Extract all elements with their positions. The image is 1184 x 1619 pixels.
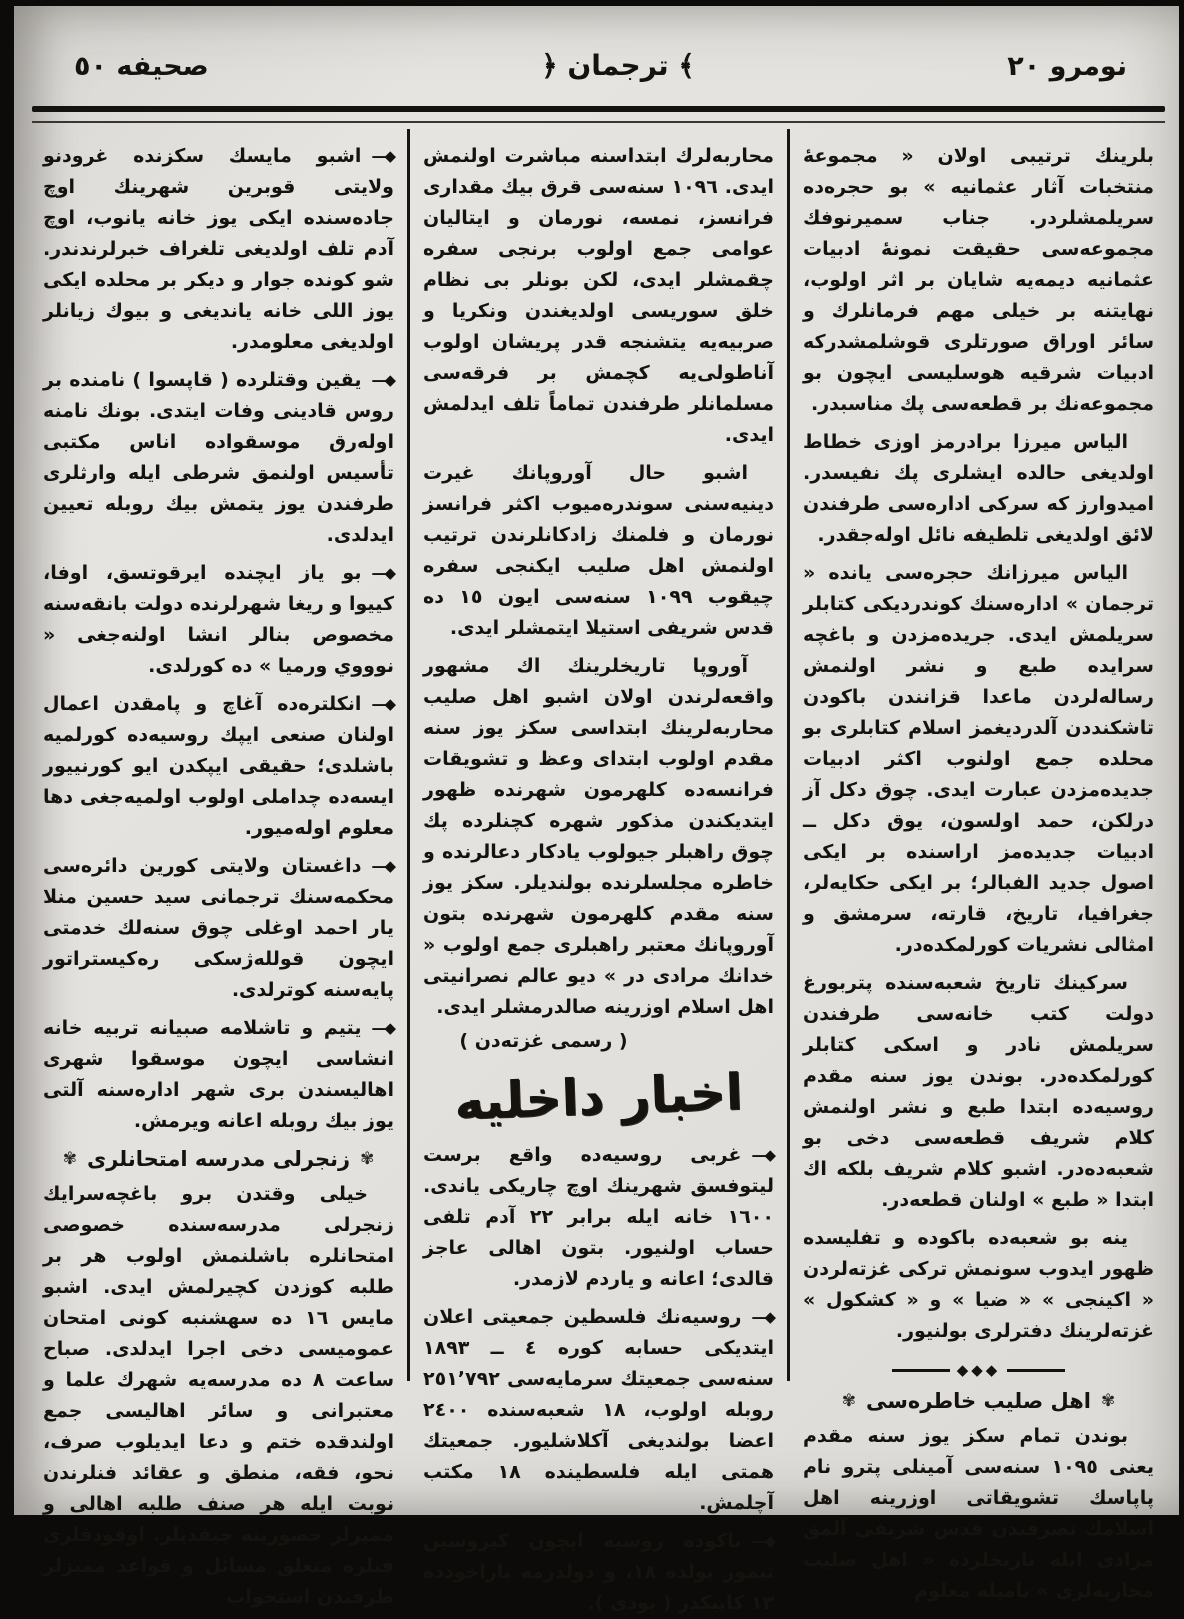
article-paragraph	[43, 1013, 394, 1137]
paragraph-text: محاربه‌لرك ابتداسنه مباشرت اولنمش ايدى. ١٠٩٦ سنه‌سى قرق بيك مقدارى فرانسز، نمسه، نورمان و ايتاليان عوامى جمع اولوب برنجى سفره چقمشلر ايدى، لكن بونلر بى نظام خلق سوريسى اولديغندن ونكريا و صربيه‌يه يتشنجه قدر پريشان اولوب آناطولى‌يه كچمش بر فرقه‌سى مسلمانلر طرفندن تماماً تلف ايدلمش ايدى.	[423, 145, 775, 446]
issue-number-label: نومرو ٢٠	[1007, 51, 1127, 82]
article-paragraph	[423, 458, 774, 644]
article-paragraph	[803, 558, 1154, 961]
paragraph-text: روسيه‌نك فلسطين جمعيتى اعلان ايتديكى حسابه كوره ٤ ــ ١٨٩٣ سنه‌سى جمعيتك سرمايه‌سى ٢٥١٬٧٩٢ روبله اولوب، ١٨ شعبه‌سنده ٢٤٠٠ اعضا بولنديغى آكلاشليور. جمعيتك همتى ايله فلسطينده ١٨ مكتب آچلمش.	[423, 1306, 775, 1514]
section-heading	[43, 1147, 394, 1171]
paragraph-text: خيلى وقتدن برو باغچه‌سرايك زنجرلى مدرسه‌سنده خصوصى امتحانلره باشلنمش اولوب هر بر طلبه كوزدن كچيرلمش ايدى. اشبو مايس ١٦ ده سهشنبه كونى امتحان عموميسى دخى اجرا ايدلدى. صباح ساعت ٨ ده مدرسه‌يه شهرك علما و معتبرانى و سائر اهاليسى جمع اولندقده ختم و دعا ايديلوب صرف، نحو، فقه، منطق و عقائد فنلرندن نوبت ايله هر صنف طلبه اهالى و مميزلر حضورينه چيقديلر. اوقودقلرى فنلره متعلق مسائل و قواعد مميزلر طرفندن استجواب	[43, 1183, 394, 1608]
newspaper-page	[14, 6, 1179, 1614]
flourish-icon: ✾	[841, 1391, 857, 1411]
paragraph-text: اشبو مايسك سكزنده غرودنو ولايتى قوبرين شهرينك اوچ جاده‌سنده ايكى يوز خانه يانوب، اوچ آدم تلف اولديغى تلغراف خبرلرندندر. شو كونده جوار و ديكر بر محلده ايكى يوز اللى خانه يانديغى و بيوك زيانلر اولديغى معلومدر.	[43, 145, 394, 353]
divider-line	[1007, 1369, 1065, 1372]
article-paragraph	[43, 689, 394, 844]
paragraph-text: بلرينك ترتيبى اولان « مجموعهٔ منتخبات آثار عثمانيه » بو حجره‌ده سريلمشلردر. جناب سميرنوفك مجموعه‌سى حقيقت نمونهٔ ادبيات عثمانيه ديمه‌يه شايان بر اثر اولوب، نهايتنه بر خيلى مهم فرمانلرك و سائر اوراق صورتلرى قوشلمشدركه ادبيات شرقيه هوسليسى ايچون بو مجموعه‌نك بر قطعه‌سى پك مناسبدر.	[803, 145, 1154, 415]
paragraph-text: يتيم و تاشلامه صبيانه تربيه خانه انشاسى ايچون موسقوا شهرى اهاليسندن برى شهر اداره‌سنه آلتى يوز بيك روبله اعانه ويرمش.	[43, 1017, 394, 1132]
paragraph-text: يقين وقتلرده ( قاپسوا ) نامنده بر روس قادينى وفات ايتدى. بونك نامنه اوله‌رق موسقواده اناس مكتبى تأسيس اولنمق شرطى ايله وارثلرى طرفندن يوز يتمش بيك روبله تعيين ايدلدى.	[43, 369, 394, 546]
item-bullet-icon: —◆	[371, 695, 394, 713]
flourish-icon: ✾	[1100, 1391, 1116, 1411]
item-bullet-icon: —◆	[751, 1308, 774, 1326]
article-paragraph	[43, 141, 394, 358]
paragraph-text: اشبو حال آوروپانك غيرت دينيه‌سنى سوندره‌ميوب اكثر فرانسز نورمان و فلمنك زادكانلرندن ترتيب اولنمش اهل صليب ايكنجى سفره چيقوب ١٠٩٩ سنه‌سى ايون ١٥ ده قدس شريفى استيلا ايتمشلر ايدى.	[423, 462, 774, 639]
item-bullet-icon: —◆	[371, 857, 394, 875]
paragraph-text: الياس ميرزا برادرمز اوزى خطاط اولديغى حالده ايشلرى پك نفيسدر. اميدوارز كه سركى اداره‌سى طرفندن لائق اولديغى تلطيفه نائل اوله‌جقدر.	[803, 431, 1154, 546]
paragraph-text: الياس ميرزانك حجره‌سى يانده « ترجمان » اداره‌سنك كوندرديكى كتابلر سريلمش ايدى. جريده‌مزدن و باغچه سرايده طبع و نشر اولنمش رساله‌لردن ماعدا قزانندن باكودن تاشكنددن آلدرديغمز اسلام كتابلرى بو محلده جمع اولنوب اكثر ادبيات جديده‌مزدن عبارت ايدى. چوق دكل آز درلكن، حمد اولسون، يوق دكل ــ ادبيات جديده‌مز اراسنده بر ايكى اصول جديد الفبالر؛ بر ايكى حكايه‌لر، جغرافيا، تاريخ، قارته، سرمشق و امثالى نشريات كورلمكده‌در.	[803, 562, 1154, 956]
column-layout	[30, 129, 1167, 1614]
section-heading-text: اهل صليب خاطره‌سى	[866, 1389, 1091, 1413]
article-paragraph	[43, 1179, 394, 1613]
article-paragraph	[43, 558, 394, 682]
article-paragraph	[423, 141, 774, 451]
paragraph-text: غربى روسيه‌ده واقع برست ليتوفسق شهرينك اوچ چاريكى ياندى. ١٦٠٠ خانه ايله برابر ٢٢ آدم تلفى حساب اولنيور. بتون اهالى عاجز قالدى؛ اعانه و ياردم لازمدر.	[423, 1144, 774, 1290]
article-paragraph	[423, 651, 774, 1023]
article-paragraph	[423, 1140, 774, 1295]
column-middle	[407, 129, 790, 1614]
page-header	[14, 6, 1179, 80]
newspaper-title: ﴾ ترجمان ﴿	[541, 49, 695, 82]
paragraph-text: ينه بو شعبه‌ده باكوده و تفليسده ظهور ايدوب سونمش تركى غزته‌لردن « اكينجى » « ضيا » و « كشكول » غزته‌لرينك دفترلرى بولنيور.	[803, 1227, 1154, 1342]
paragraph-text: بو ياز ايچنده ايرقوتسق، اوفا، كييوا و ريغا شهرلرنده دولت بانقه‌سنه مخصوص بنالر انشا اولنه‌جغى « نوووي ورميا » ده كورلدى.	[43, 562, 394, 677]
item-bullet-icon: —◆	[751, 1146, 774, 1164]
page-number-label: صحيفه ٥٠	[74, 51, 209, 82]
article-paragraph	[803, 427, 1154, 551]
source-byline: ( رسمى غزته‌دن )	[459, 1030, 628, 1052]
section-heading-text: زنجرلى مدرسه امتحانلرى	[86, 1147, 351, 1171]
article-paragraph	[803, 1421, 1154, 1607]
paragraph-text: آوروپا تاريخلرينك اك مشهور واقعه‌لرندن اولان اشبو اهل صليب محاربه‌لرينك ابتداسى سكز يوز سنه مقدم اولوب ابتداى وعظ و تشويقات فرانسه‌ده كلهرمون شهرنده ظهور ايتديكندن مذكور شهره كچنلرده پك چوق راهبلر جيولوب يادكار دعالرنده و خاطره مجلسلرنده بولنديلر. سكز يوز سنه مقدم كلهرمون شهرنده بتون آوروپانك معتبر راهبلرى جمع اولوب « خدانك مرادى در » ديو عالم نصرانيتى اهل اسلام اوزرينه صالدرمشلر ايدى.	[423, 655, 774, 1018]
paragraph-text: سركينك تاريخ شعبه‌سنده پتربورغ دولت كتب خانه‌سى طرفندن سريلمش نادر و اسكى كتابلر كورلمكده‌در. بوندن يوز سنه مقدم روسيه‌ده ابتدا طبع و نشر اولنمش كلام شريف قطعه‌سى دخى بو شعبه‌ده‌در. اشبو كلام شريف بلكه اك ابتدا « طبع » اولنان قطعه‌در.	[803, 972, 1154, 1211]
flourish-icon: ✾	[360, 1149, 375, 1169]
article-paragraph	[803, 141, 1154, 420]
calligraphic-section-title: اخبار داخليه	[453, 1062, 744, 1132]
article-paragraph	[43, 365, 394, 551]
item-bullet-icon: —◆	[751, 1532, 774, 1550]
flourish-icon: ✾	[62, 1149, 77, 1169]
paragraph-text: باكوده روسيه ايچون كيروسين تيمور يولده ١٨، و دولدرمه پاراخودده ١٣ كاپيكدر ( پودى ).	[423, 1530, 774, 1614]
article-paragraph	[803, 1223, 1154, 1347]
paragraph-text: بوندن تمام سكز يوز سنه مقدم يعنى ١٠٩٥ سنه‌سى آمينلى پترو نام پاپاسك تشويقاتى اوزرينه اهل اسلامك تصرفندن قدس شريفى آلمق مرادى ايله تاريخلرده « اهل صليب محاربه‌لرى » ناميله معلوم	[803, 1425, 1154, 1602]
column-right	[790, 129, 1167, 1602]
header-rules	[32, 106, 1165, 123]
divider-line	[892, 1369, 950, 1372]
item-bullet-icon: —◆	[371, 1019, 394, 1037]
item-bullet-icon: —◆	[371, 147, 394, 165]
column-left	[30, 129, 407, 1608]
item-bullet-icon: —◆	[371, 371, 394, 389]
paragraph-text: داغستان ولايتى كورين دائره‌سى محكمه‌سنك ترجمانى سيد حسين منلا يار احمد اوغلى چوق سنه‌لك خدمتى ايچون قولله‌ژسكى ره‌كيستراتور پايه‌سنه كوترلدى.	[43, 855, 394, 1001]
article-paragraph	[423, 1526, 774, 1619]
divider-diamonds-icon: ◆◆◆	[956, 1361, 1001, 1379]
article-paragraph	[423, 1302, 774, 1519]
header-rule-thick	[32, 106, 1165, 112]
article-paragraph	[803, 968, 1154, 1216]
header-rule-thin	[32, 121, 1165, 123]
section-heading	[803, 1389, 1154, 1413]
item-bullet-icon: —◆	[371, 564, 394, 582]
paragraph-text: انكلتره‌ده آغاچ و پامقدن اعمال اولنان صنعى ايپك روسيه‌ده كورلميه باشلدى؛ حقيقى ايپكدن ايو كورنييور ايسه‌ده چداملى اولوب اولميه‌جغى دها معلوم اوله‌ميور.	[43, 693, 394, 839]
ornamental-divider	[803, 1361, 1154, 1379]
article-paragraph	[43, 851, 394, 1006]
